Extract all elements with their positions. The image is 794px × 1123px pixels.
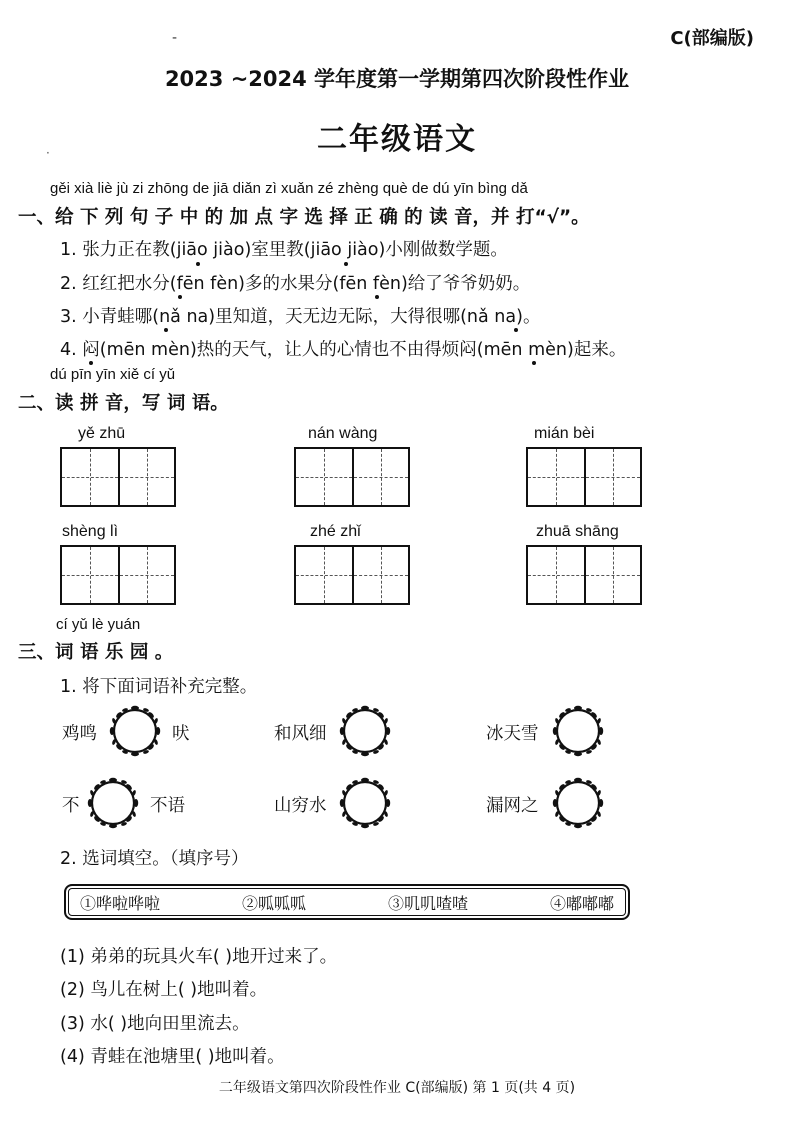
emphasis-dot: [164, 328, 168, 332]
section1-pinyin: gěi xià liè jù zi zhōng de jiā diǎn zì xuǎn zé zhèng què de dú yīn bìng dǎ: [50, 180, 528, 197]
word-pinyin: nán wàng: [308, 425, 378, 442]
question-1: 1. 张力正在教(jiāo jiào)室里教(jiāo jiào)小刚做数学题。: [60, 240, 508, 260]
writing-grid[interactable]: [60, 545, 176, 605]
emphasis-dot: [344, 262, 348, 266]
idiom-prefix: 鸡鸣: [62, 724, 97, 744]
wreath-blank[interactable]: [106, 702, 164, 760]
idiom-suffix: 吠: [172, 724, 190, 744]
part1-title: 1. 将下面词语补充完整。: [60, 677, 258, 697]
writing-grid[interactable]: [294, 447, 410, 507]
fill-blank-1: (1) 弟弟的玩具火车( )地开过来了。: [60, 947, 338, 967]
emphasis-dot: [514, 328, 518, 332]
writing-grid[interactable]: [526, 447, 642, 507]
stray-mark: ·: [46, 146, 50, 160]
emphasis-dot: [178, 295, 182, 299]
word-pinyin: zhuā shāng: [536, 523, 619, 540]
question-2: 2. 红红把水分(fēn fèn)多的水果分(fēn fèn)给了爷爷奶奶。: [60, 274, 531, 294]
wreath-blank[interactable]: [549, 774, 607, 832]
wreath-blank[interactable]: [549, 702, 607, 760]
page-footer: 二年级语文第四次阶段性作业 C(部编版) 第 1 页(共 4 页): [218, 1080, 576, 1096]
writing-grid[interactable]: [60, 447, 176, 507]
word-pinyin: yě zhū: [78, 425, 126, 442]
fill-blank-2: (2) 鸟儿在树上( )地叫着。: [60, 980, 268, 1000]
emphasis-dot: [375, 295, 379, 299]
fill-blank-3: (3) 水( )地向田里流去。: [60, 1014, 250, 1034]
fill-blank-4: (4) 青蛙在池塘里( )地叫着。: [60, 1047, 285, 1067]
wreath-blank[interactable]: [336, 774, 394, 832]
option-1: ①哗啦哗啦: [80, 893, 161, 913]
writing-grid[interactable]: [294, 545, 410, 605]
option-4: ④嘟嘟嘟: [549, 893, 614, 913]
word-pinyin: mián bèi: [534, 425, 595, 442]
option-2: ②呱呱呱: [241, 893, 306, 913]
section3-heading: 三、词 语 乐 园 。: [18, 642, 174, 663]
section2-pinyin: dú pīn yīn xiě cí yǔ: [50, 366, 176, 383]
idiom-prefix: 不: [62, 796, 80, 816]
option-3: ③叽叽喳喳: [387, 893, 468, 913]
exam-title: 2023 ~2024 学年度第一学期第四次阶段性作业: [164, 67, 630, 91]
section1-heading: 一、给 下 列 句 子 中 的 加 点 字 选 择 正 确 的 读 音，并 打“√”。: [18, 207, 590, 228]
idiom-prefix: 漏网之: [486, 796, 539, 816]
word-pinyin: zhé zhǐ: [310, 523, 361, 540]
wreath-blank[interactable]: [84, 774, 142, 832]
edition-label: C(部编版): [670, 28, 754, 49]
emphasis-dot: [532, 361, 536, 365]
question-3: 3. 小青蛙哪(nǎ na)里知道，天无边无际，大得很哪(nǎ na)。: [60, 307, 541, 327]
stray-mark: -: [172, 30, 178, 46]
section3-pinyin: cí yǔ lè yuán: [56, 616, 141, 633]
idiom-prefix: 冰天雪: [486, 724, 539, 744]
section2-heading: 二、读 拼 音，写 词 语。: [18, 393, 229, 414]
emphasis-dot: [196, 262, 200, 266]
idiom-prefix: 和风细: [274, 724, 327, 744]
idiom-suffix: 不语: [150, 796, 185, 816]
emphasis-dot: [89, 361, 93, 365]
question-4: 4. 闷(mēn mèn)热的天气，让人的心情也不由得烦闷(mēn mèn)起来。: [60, 340, 627, 360]
idiom-prefix: 山穷水: [274, 796, 327, 816]
wreath-blank[interactable]: [336, 702, 394, 760]
subject-title: 二年级语文: [317, 122, 477, 157]
writing-grid[interactable]: [526, 545, 642, 605]
word-pinyin: shèng lì: [62, 523, 119, 540]
part2-title: 2. 选词填空。（填序号）: [60, 849, 249, 869]
word-options-box: [64, 884, 630, 920]
